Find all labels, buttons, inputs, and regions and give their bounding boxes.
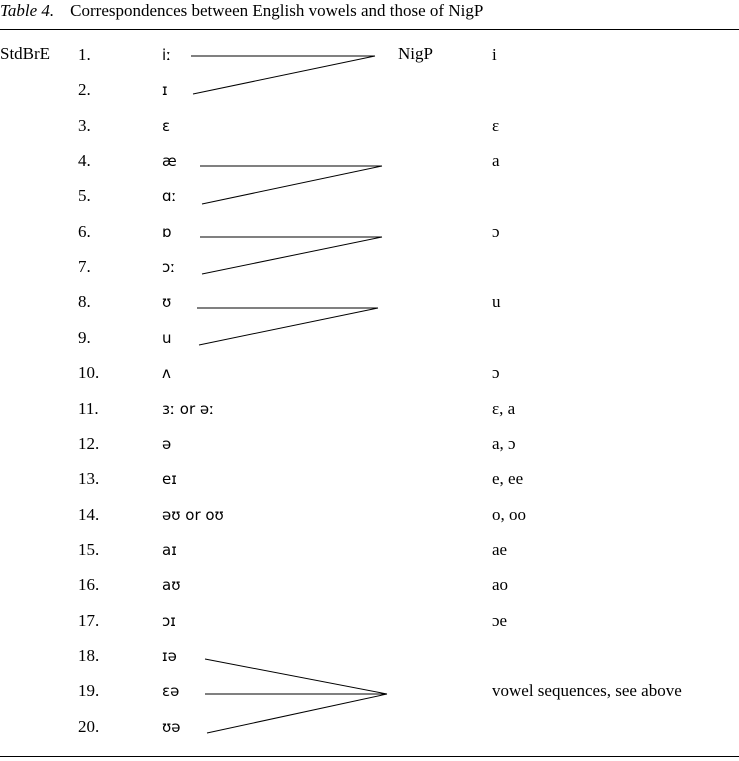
english-vowel: aɪ [162,541,177,559]
row-number: 19. [78,681,100,700]
merger-line [202,237,382,274]
nigp-vowel: ɔ [492,363,500,382]
nigp-vowel: ɔe [492,611,508,630]
english-vowel: u [162,329,172,347]
top-rule [0,29,739,30]
row-number: 7. [78,257,91,276]
row-number: 13. [78,469,100,488]
row-number: 20. [78,717,100,736]
merger-line [207,694,387,733]
row-number: 5. [78,186,91,205]
english-vowel: ʊ [162,293,172,311]
row-number: 4. [78,151,91,170]
nigp-vowel: u [492,292,501,311]
english-vowel: iː [162,46,172,64]
merger-line [205,659,387,694]
english-vowel: aʊ [162,576,181,594]
english-vowel: ɜː or əː [162,400,215,418]
bottom-rule [0,756,739,757]
header-stdbre: StdBrE [0,44,51,63]
english-vowel: ɪə [162,647,177,665]
english-vowel: ɛə [162,682,180,700]
merger-line [199,308,378,345]
english-vowel: ə [162,435,172,453]
nigp-vowel: i [492,45,497,64]
row-number: 3. [78,116,91,135]
nigp-vowel: ae [492,540,508,559]
row-number: 14. [78,505,100,524]
merger-line [202,166,382,204]
row-number: 11. [78,399,99,418]
english-vowel: æ [162,152,177,170]
row-number: 12. [78,434,100,453]
english-vowel: eɪ [162,470,177,488]
english-vowel: ɛ [162,117,171,135]
nigp-vowel: o, oo [492,505,526,524]
row-number: 6. [78,222,91,241]
nigp-vowel: e, ee [492,469,524,488]
caption-title: Correspondences between English vowels and those of NigP [70,1,484,20]
row-number: 17. [78,611,100,630]
nigp-vowel: ɛ, a [492,399,516,418]
english-vowel: ɔː [162,258,176,276]
english-vowel: ɑː [162,187,177,205]
nigp-vowel: ɔ [492,222,500,241]
english-vowel: ɒ [162,223,172,241]
english-vowel: ʌ [162,364,171,382]
row-number: 16. [78,575,100,594]
row-number: 10. [78,363,100,382]
row-number: 18. [78,646,100,665]
english-vowel: əʊ or oʊ [162,506,224,524]
row-number: 1. [78,45,91,64]
row-number: 8. [78,292,91,311]
row-number: 15. [78,540,100,559]
nigp-vowel: vowel sequences, see above [492,681,682,700]
english-vowel: ɪ [162,81,168,99]
row-number: 9. [78,328,91,347]
header-nigp: NigP [398,44,433,63]
merger-line [193,56,375,94]
nigp-vowel: ɛ [492,116,500,135]
table-caption [0,0,483,28]
english-vowel: ʊə [162,718,181,736]
nigp-vowel: a [492,151,500,170]
row-number: 2. [78,80,91,99]
nigp-vowel: ao [492,575,509,594]
english-vowel: ɔɪ [162,612,176,630]
caption-label: Table 4. [0,1,55,20]
nigp-vowel: a, ɔ [492,434,516,453]
